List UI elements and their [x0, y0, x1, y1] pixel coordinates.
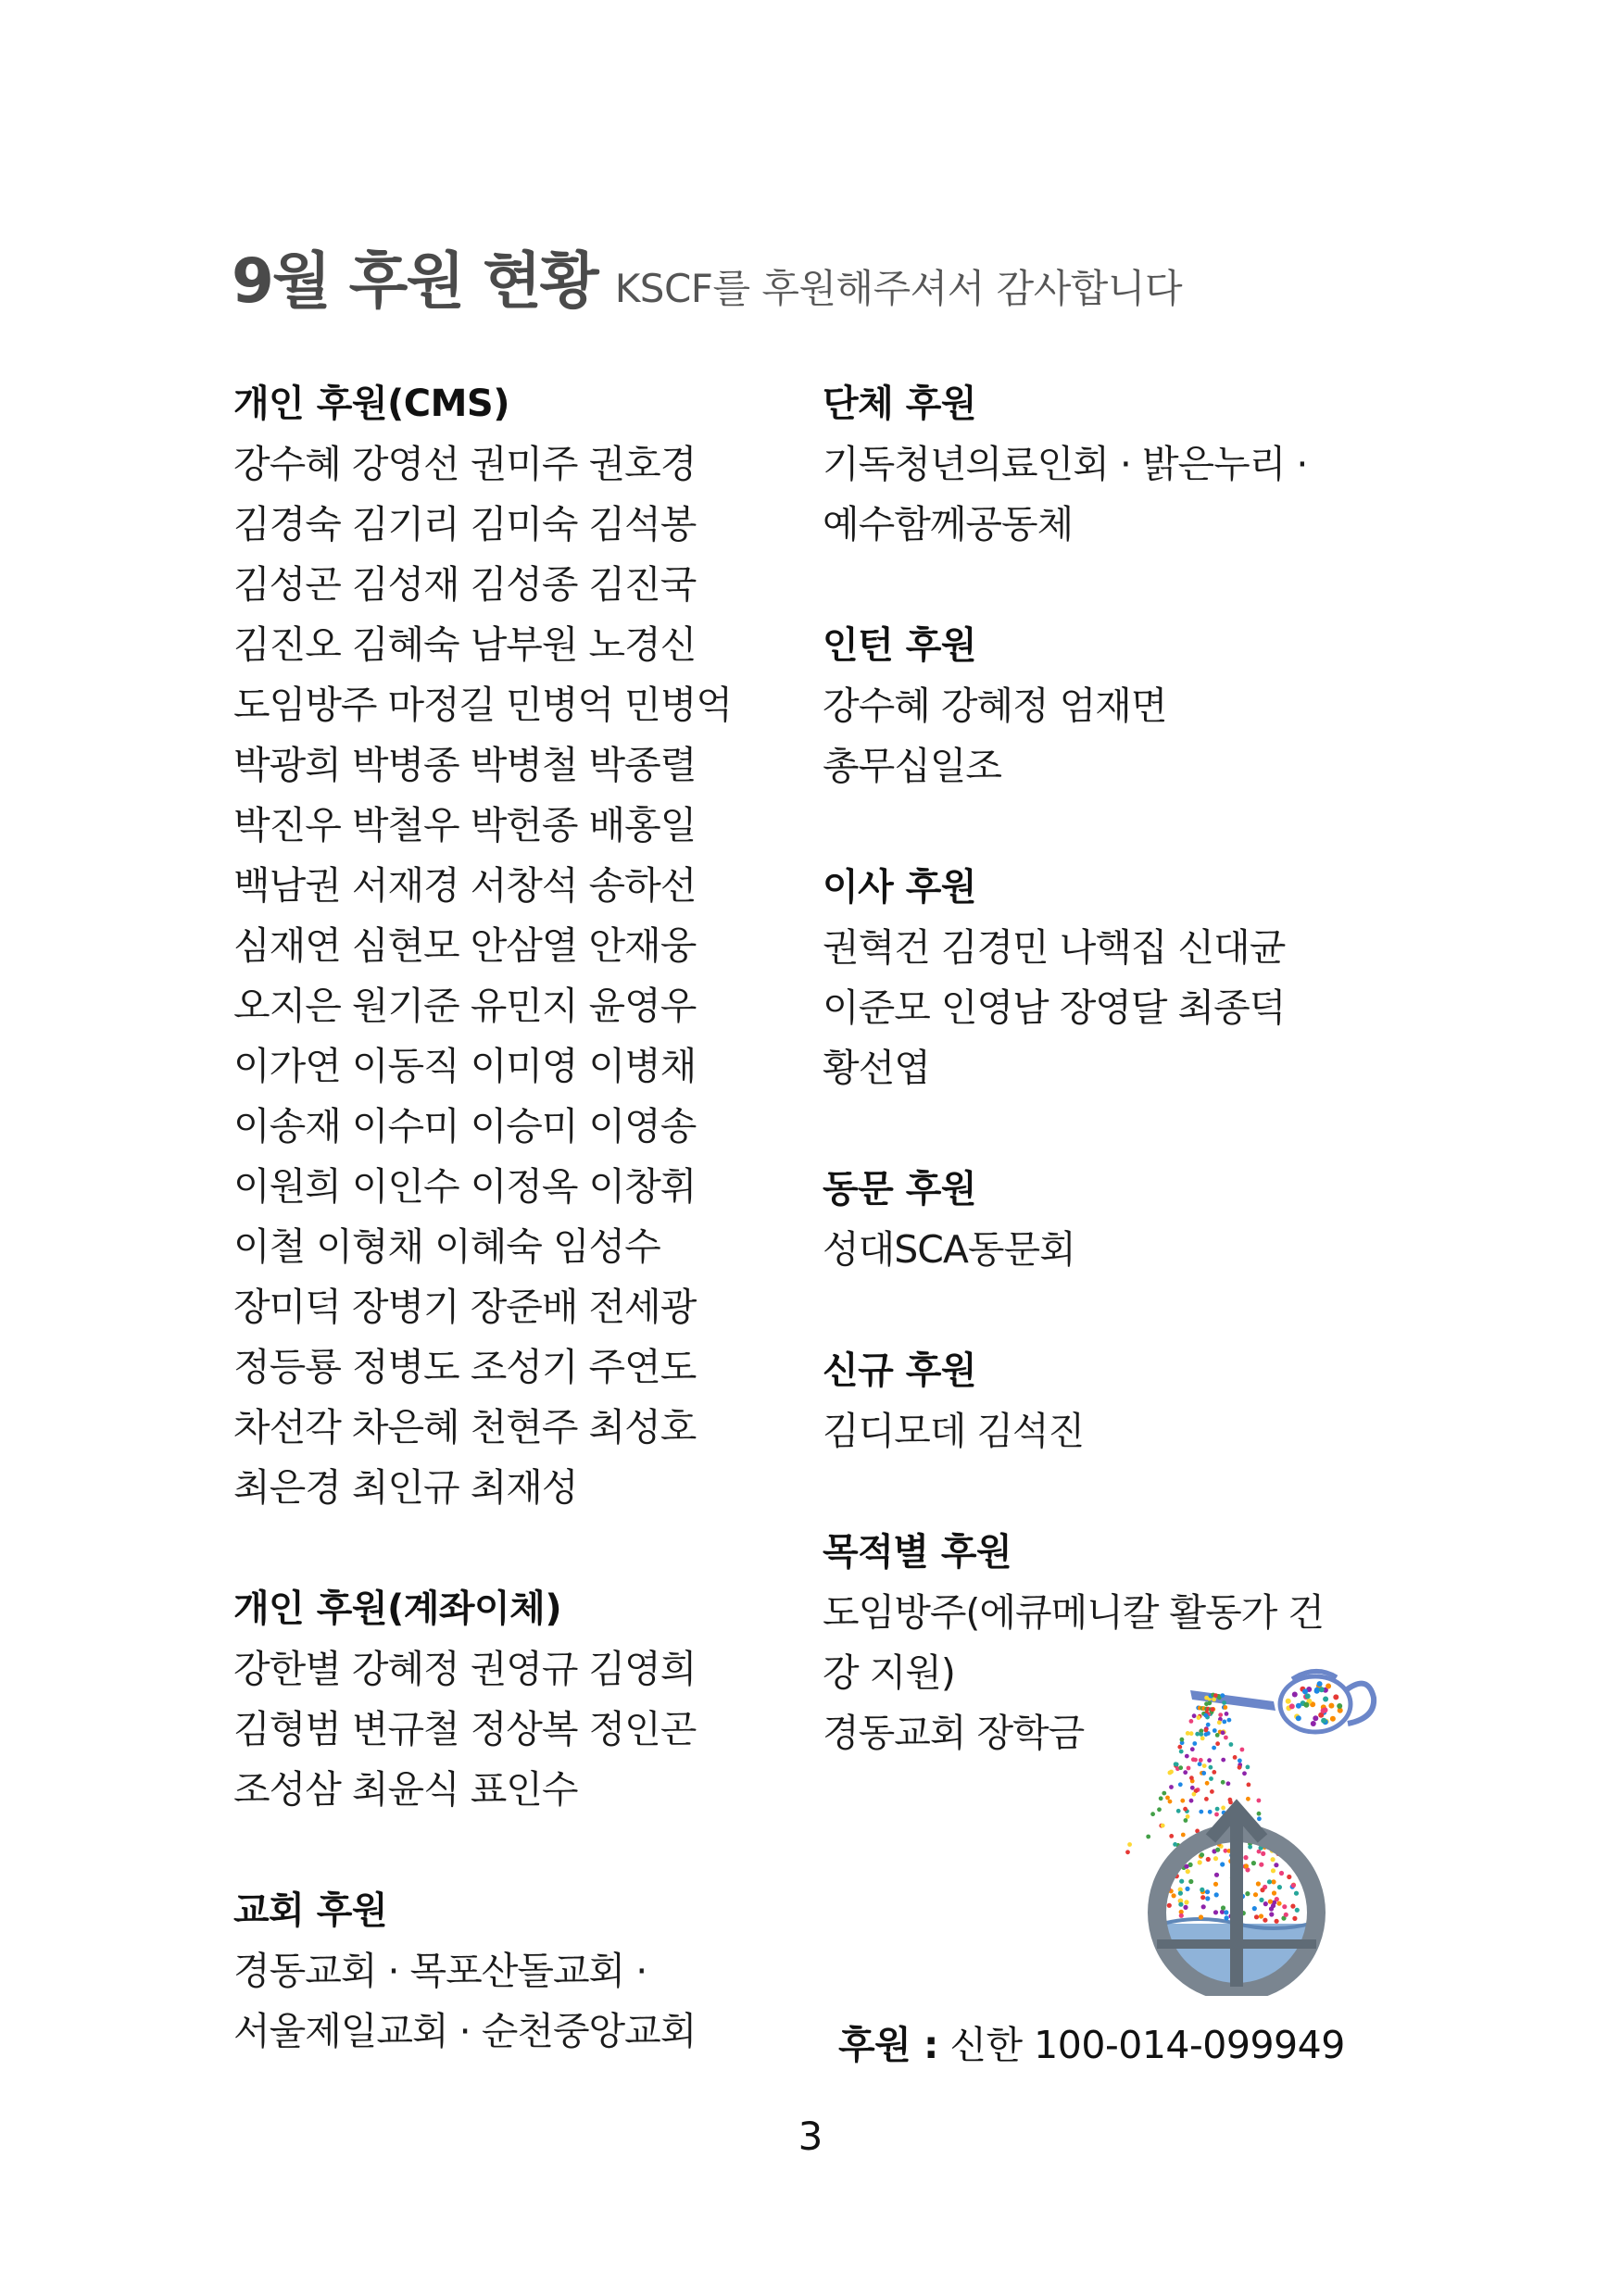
donor-section: [823, 374, 1397, 555]
section-title: 이사 후원: [823, 866, 976, 909]
donor-line: 도임방주(에큐메니칼 활동가 건: [823, 1590, 1324, 1635]
confetti-dot: [1321, 1708, 1326, 1713]
page-title: 9월 후원 현황: [232, 245, 597, 317]
confetti-dot: [1184, 1900, 1188, 1904]
confetti-dot: [1286, 1699, 1291, 1704]
donor-line: 기독청년의료인회 · 밝은누리 ·: [823, 442, 1308, 486]
confetti-dot: [1157, 1807, 1162, 1812]
donor-line: 총무십일조: [823, 744, 1002, 788]
confetti-dot: [1178, 1782, 1183, 1787]
confetti-dot: [1218, 1713, 1223, 1717]
confetti-dot: [1212, 1698, 1216, 1702]
confetti-dot: [1328, 1703, 1334, 1709]
confetti-dot: [1200, 1888, 1204, 1892]
confetti-dot: [1185, 1887, 1189, 1891]
confetti-dot: [1204, 1701, 1209, 1706]
right-column: [823, 374, 1397, 1825]
confetti-dot: [1261, 1851, 1265, 1856]
confetti-dot: [1200, 1895, 1205, 1900]
confetti-dot: [1221, 1905, 1225, 1910]
confetti-dot: [1205, 1889, 1210, 1894]
confetti-dot: [1240, 1748, 1245, 1752]
confetti-dot: [1221, 1758, 1225, 1763]
donor-line: 정등룡 정병도 조성기 주연도: [233, 1345, 697, 1389]
confetti-dot: [1221, 1730, 1225, 1735]
confetti-dot: [1125, 1850, 1130, 1854]
confetti-dot: [1226, 1781, 1231, 1786]
confetti-dot: [1172, 1893, 1176, 1898]
confetti-dot: [1215, 1848, 1220, 1852]
confetti-dot: [1197, 1715, 1201, 1720]
donor-line: 이준모 인영남 장영달 최종덕: [823, 985, 1286, 1030]
confetti-dot: [1179, 1750, 1184, 1754]
confetti-dot: [1192, 1713, 1197, 1718]
confetti-dot: [1215, 1741, 1220, 1746]
confetti-dot: [1210, 1789, 1214, 1794]
confetti-dot: [1221, 1806, 1225, 1811]
confetti-dot: [1177, 1745, 1182, 1750]
donor-section: [823, 1341, 1397, 1462]
confetti-dot: [1290, 1904, 1295, 1909]
donor-section: [823, 616, 1397, 797]
page-number: 3: [798, 2114, 823, 2159]
confetti-dot: [1162, 1791, 1166, 1796]
donor-line: 강수혜 강혜정 엄재면: [823, 684, 1167, 728]
confetti-dot: [1192, 1741, 1197, 1746]
confetti-dot: [1178, 1891, 1183, 1896]
confetti-dot: [1238, 1765, 1242, 1770]
confetti-dot: [1184, 1818, 1188, 1823]
confetti-dot: [1253, 1892, 1258, 1897]
confetti-dot: [1333, 1694, 1338, 1700]
confetti-dot: [1227, 1718, 1232, 1723]
confetti-dot: [1221, 1780, 1225, 1785]
confetti-dot: [1257, 1799, 1262, 1803]
confetti-dot: [1180, 1799, 1185, 1803]
confetti-dot: [1337, 1703, 1342, 1709]
confetti-dot: [1199, 1732, 1203, 1737]
donor-line: 박진우 박철우 박헌종 배홍일: [233, 803, 697, 847]
donor-line: 장미덕 장병기 장준배 전세광: [233, 1285, 697, 1329]
account-label: 후원 :: [838, 2023, 938, 2067]
confetti-dot: [1292, 1692, 1298, 1698]
confetti-dot: [1212, 1770, 1216, 1775]
section-title: 신규 후원: [823, 1349, 976, 1392]
confetti-dot: [1213, 1728, 1217, 1733]
emblem-ring-icon: [1153, 1809, 1329, 1996]
account-info: [838, 2014, 1345, 2069]
confetti-dot: [1176, 1809, 1181, 1813]
confetti-dot: [1213, 1910, 1218, 1914]
donor-line: 이원희 이인수 이정옥 이창휘: [233, 1164, 697, 1209]
confetti-dot: [1201, 1771, 1206, 1775]
confetti-dot: [1269, 1912, 1274, 1916]
section-title: 교회 후원: [233, 1889, 387, 1932]
confetti-dot: [1199, 1914, 1203, 1919]
donor-line: 예수함께공동체: [823, 502, 1074, 546]
confetti-dot: [1271, 1868, 1275, 1873]
confetti-dot: [1198, 1762, 1202, 1766]
confetti-dot: [1169, 1785, 1174, 1789]
confetti-dot: [1217, 1720, 1222, 1725]
confetti-dot: [1146, 1835, 1150, 1839]
confetti-dot: [1185, 1754, 1189, 1759]
confetti-dot: [1223, 1705, 1227, 1710]
donor-line: 이철 이형채 이혜숙 임성수: [233, 1224, 660, 1269]
confetti-dot: [1267, 1879, 1272, 1884]
confetti-dot: [1180, 1738, 1185, 1742]
confetti-dot: [1188, 1879, 1193, 1884]
donor-line: 조성삼 최윤식 표인수: [233, 1767, 578, 1812]
confetti-dot: [1201, 1904, 1206, 1909]
confetti-dot: [1220, 1693, 1225, 1698]
confetti-dot: [1150, 1812, 1155, 1816]
confetti-dot: [1259, 1913, 1263, 1918]
confetti-dot: [1211, 1707, 1215, 1712]
donor-line: 도임방주 마정길 민병억 민병억: [233, 683, 732, 727]
confetti-dot: [1161, 1824, 1165, 1828]
confetti-dot: [1260, 1888, 1264, 1892]
confetti-dot: [1159, 1796, 1163, 1800]
confetti-dot: [1127, 1842, 1132, 1847]
confetti-dot: [1190, 1747, 1195, 1751]
donor-line: 강수혜 강영선 권미주 권호경: [233, 442, 697, 486]
confetti-dot: [1224, 1910, 1228, 1914]
confetti-dot: [1187, 1766, 1191, 1771]
donor-line: 최은경 최인규 최재성: [233, 1465, 578, 1510]
confetti-dot: [1212, 1746, 1216, 1750]
confetti-dot: [1294, 1891, 1299, 1896]
section-title: 단체 후원: [823, 383, 976, 425]
confetti-dot: [1259, 1898, 1263, 1902]
confetti-dot: [1248, 1845, 1252, 1850]
confetti-dot: [1205, 1896, 1210, 1901]
confetti-dot: [1251, 1861, 1256, 1865]
confetti-dot: [1296, 1703, 1301, 1709]
section-title: 개인 후원(CMS): [233, 383, 510, 425]
confetti-dot: [1271, 1879, 1275, 1884]
donor-line: 차선각 차은혜 천현주 최성호: [233, 1405, 697, 1449]
confetti-dot: [1214, 1892, 1219, 1897]
confetti-dot: [1228, 1798, 1233, 1802]
section-title: 개인 후원(계좌이체): [233, 1587, 562, 1630]
confetti-dot: [1215, 1807, 1220, 1812]
confetti-dot: [1289, 1703, 1295, 1709]
confetti-dot: [1296, 1715, 1301, 1721]
confetti-dot: [1183, 1905, 1187, 1910]
confetti-dot: [1222, 1700, 1226, 1705]
confetti-dot: [1257, 1812, 1262, 1816]
confetti-dot: [1183, 1770, 1187, 1775]
donor-line: 오지은 원기준 유민지 윤영우: [233, 984, 697, 1028]
confetti-dot: [1169, 1770, 1174, 1775]
confetti-dot: [1323, 1697, 1328, 1702]
confetti-dot: [1246, 1765, 1250, 1770]
confetti-dot: [1257, 1816, 1262, 1821]
confetti-dot: [1319, 1687, 1325, 1692]
confetti-dot: [1272, 1890, 1276, 1895]
confetti-dot: [1222, 1720, 1226, 1725]
confetti-dot: [1199, 1810, 1203, 1814]
confetti-dot: [1245, 1891, 1250, 1896]
confetti-dot: [1292, 1916, 1297, 1921]
confetti-dot: [1198, 1860, 1202, 1864]
confetti-dot: [1203, 1713, 1208, 1718]
confetti-dot: [1179, 1879, 1184, 1884]
confetti-dot: [1279, 1871, 1284, 1876]
confetti-dot: [1213, 1882, 1218, 1887]
confetti-dot: [1183, 1807, 1187, 1812]
confetti-dot: [1246, 1797, 1250, 1801]
confetti-dot: [1178, 1765, 1183, 1770]
donor-line: 황선엽: [823, 1046, 930, 1090]
confetti-dot: [1274, 1863, 1278, 1867]
donor-line: 성대SCA동문회: [823, 1227, 1075, 1272]
confetti-dot: [1214, 1813, 1219, 1817]
confetti-dot: [1173, 1842, 1177, 1847]
confetti-dot: [1204, 1732, 1209, 1737]
account-number: 신한 100-014-099949: [949, 2023, 1345, 2067]
confetti-dot: [1205, 1781, 1210, 1786]
confetti-dot: [1207, 1758, 1212, 1763]
confetti-dot: [1189, 1731, 1194, 1736]
confetti-dot: [1204, 1728, 1209, 1733]
confetti-dot: [1302, 1688, 1308, 1694]
confetti-dot: [1225, 1712, 1229, 1716]
donor-section: [233, 374, 789, 1518]
confetti-dot: [1225, 1915, 1229, 1920]
confetti-dot: [1214, 1873, 1219, 1877]
confetti-dot: [1233, 1755, 1238, 1760]
confetti-dot: [1254, 1914, 1259, 1919]
confetti-dot: [1317, 1681, 1323, 1687]
donor-line: 김경숙 김기리 김미숙 김석봉: [233, 502, 697, 546]
confetti-dot: [1284, 1913, 1288, 1917]
confetti-dot: [1311, 1721, 1316, 1726]
section-title: 인턴 후원: [823, 624, 976, 667]
donor-line: 김형범 변규철 정상복 정인곤: [233, 1707, 697, 1751]
confetti-dot: [1229, 1742, 1234, 1747]
section-title: 목적별 후원: [823, 1531, 1012, 1574]
confetti-dot: [1199, 1758, 1203, 1763]
confetti-dot: [1247, 1783, 1251, 1788]
confetti-dot: [1168, 1800, 1173, 1804]
confetti-dot: [1209, 1776, 1213, 1781]
confetti-dot: [1178, 1902, 1183, 1907]
confetti-dot: [1186, 1814, 1190, 1819]
donor-line: 김디모데 김석진: [823, 1409, 1085, 1453]
donor-line: 김성곤 김성재 김성종 김진국: [233, 562, 697, 607]
confetti-dot: [1169, 1834, 1174, 1838]
confetti-dot: [1244, 1863, 1249, 1868]
confetti-dot: [1291, 1883, 1296, 1888]
confetti-dot: [1204, 1696, 1209, 1700]
confetti-dot: [1208, 1810, 1213, 1814]
confetti-dot: [1277, 1885, 1282, 1889]
confetti-dot: [1200, 1737, 1205, 1741]
confetti-dot: [1282, 1904, 1287, 1909]
confetti-dot: [1190, 1786, 1195, 1790]
donor-line: 서울제일교회 · 순천중앙교회: [233, 2009, 697, 2053]
confetti-dot: [1276, 1901, 1281, 1906]
confetti-dot: [1165, 1796, 1170, 1800]
donor-section: [823, 858, 1397, 1098]
confetti-dot: [1295, 1908, 1300, 1913]
confetti-dot: [1238, 1759, 1242, 1763]
confetti-dot: [1263, 1918, 1267, 1923]
confetti-dot: [1252, 1906, 1257, 1911]
donor-line: 경동교회 장학금: [823, 1711, 1085, 1755]
confetti-dot: [1200, 1852, 1204, 1857]
confetti-dot: [1204, 1797, 1209, 1801]
confetti-dot: [1268, 1900, 1273, 1904]
confetti-dot: [1206, 1857, 1211, 1862]
donor-line: 백남권 서재경 서창석 송하선: [233, 863, 697, 908]
confetti-dot: [1326, 1684, 1331, 1689]
confetti-dot: [1213, 1856, 1218, 1861]
confetti-dot: [1313, 1715, 1318, 1721]
donor-line: 박광희 박병종 박병철 박종렬: [233, 743, 697, 787]
confetti-dot: [1243, 1855, 1248, 1860]
confetti-dot: [1167, 1903, 1172, 1908]
confetti-dot: [1186, 1869, 1190, 1874]
page-header: [232, 232, 1182, 320]
donor-line: 이송재 이수미 이승미 이영송: [233, 1104, 697, 1148]
left-column: [233, 374, 789, 2123]
confetti-dot: [1189, 1775, 1194, 1780]
confetti-dot: [1206, 1723, 1211, 1727]
confetti-dot: [1189, 1719, 1194, 1724]
confetti-dot: [1189, 1799, 1194, 1803]
confetti-dot: [1321, 1718, 1326, 1724]
donor-line: 강 지원): [823, 1650, 955, 1695]
confetti-dot: [1192, 1792, 1197, 1797]
watering-can-emblem-icon: [1125, 1662, 1403, 1996]
donor-line: 권혁건 김경민 나핵집 신대균: [823, 925, 1286, 970]
confetti-dot: [1220, 1862, 1225, 1866]
confetti-dot: [1303, 1702, 1309, 1708]
confetti-dot: [1174, 1762, 1178, 1766]
confetti-dot: [1215, 1733, 1220, 1738]
page-subtitle: KSCF를 후원해주셔서 감사합니다: [614, 266, 1183, 311]
confetti-dot: [1263, 1901, 1268, 1906]
confetti-dot: [1181, 1833, 1186, 1838]
confetti-dot: [1287, 1875, 1291, 1879]
donor-section: [233, 1579, 789, 1820]
confetti-dot: [1242, 1771, 1247, 1775]
confetti-dot: [1193, 1758, 1198, 1763]
confetti-dot: [1202, 1763, 1207, 1768]
donor-line: 경동교회 · 목포산돌교회 ·: [233, 1949, 647, 1993]
section-title: 동문 후원: [823, 1168, 976, 1211]
donor-line: 심재연 심현모 안삼열 안재웅: [233, 923, 697, 968]
confetti-dot: [1271, 1857, 1275, 1862]
confetti-dot: [1209, 1765, 1213, 1770]
confetti-dot: [1179, 1913, 1184, 1918]
confetti-dot: [1275, 1919, 1279, 1924]
confetti-dot: [1224, 1736, 1228, 1740]
donor-section: [233, 1881, 789, 2062]
confetti-dot: [1256, 1881, 1261, 1886]
confetti-dot: [1259, 1863, 1263, 1867]
donor-line: 김진오 김혜숙 남부원 노경신: [233, 622, 697, 667]
confetti-dot: [1330, 1716, 1336, 1722]
donor-line: 이가연 이동직 이미영 이병채: [233, 1044, 697, 1088]
donor-line: 강한별 강혜정 권영규 김영희: [233, 1647, 697, 1691]
donor-section: [823, 1160, 1397, 1280]
